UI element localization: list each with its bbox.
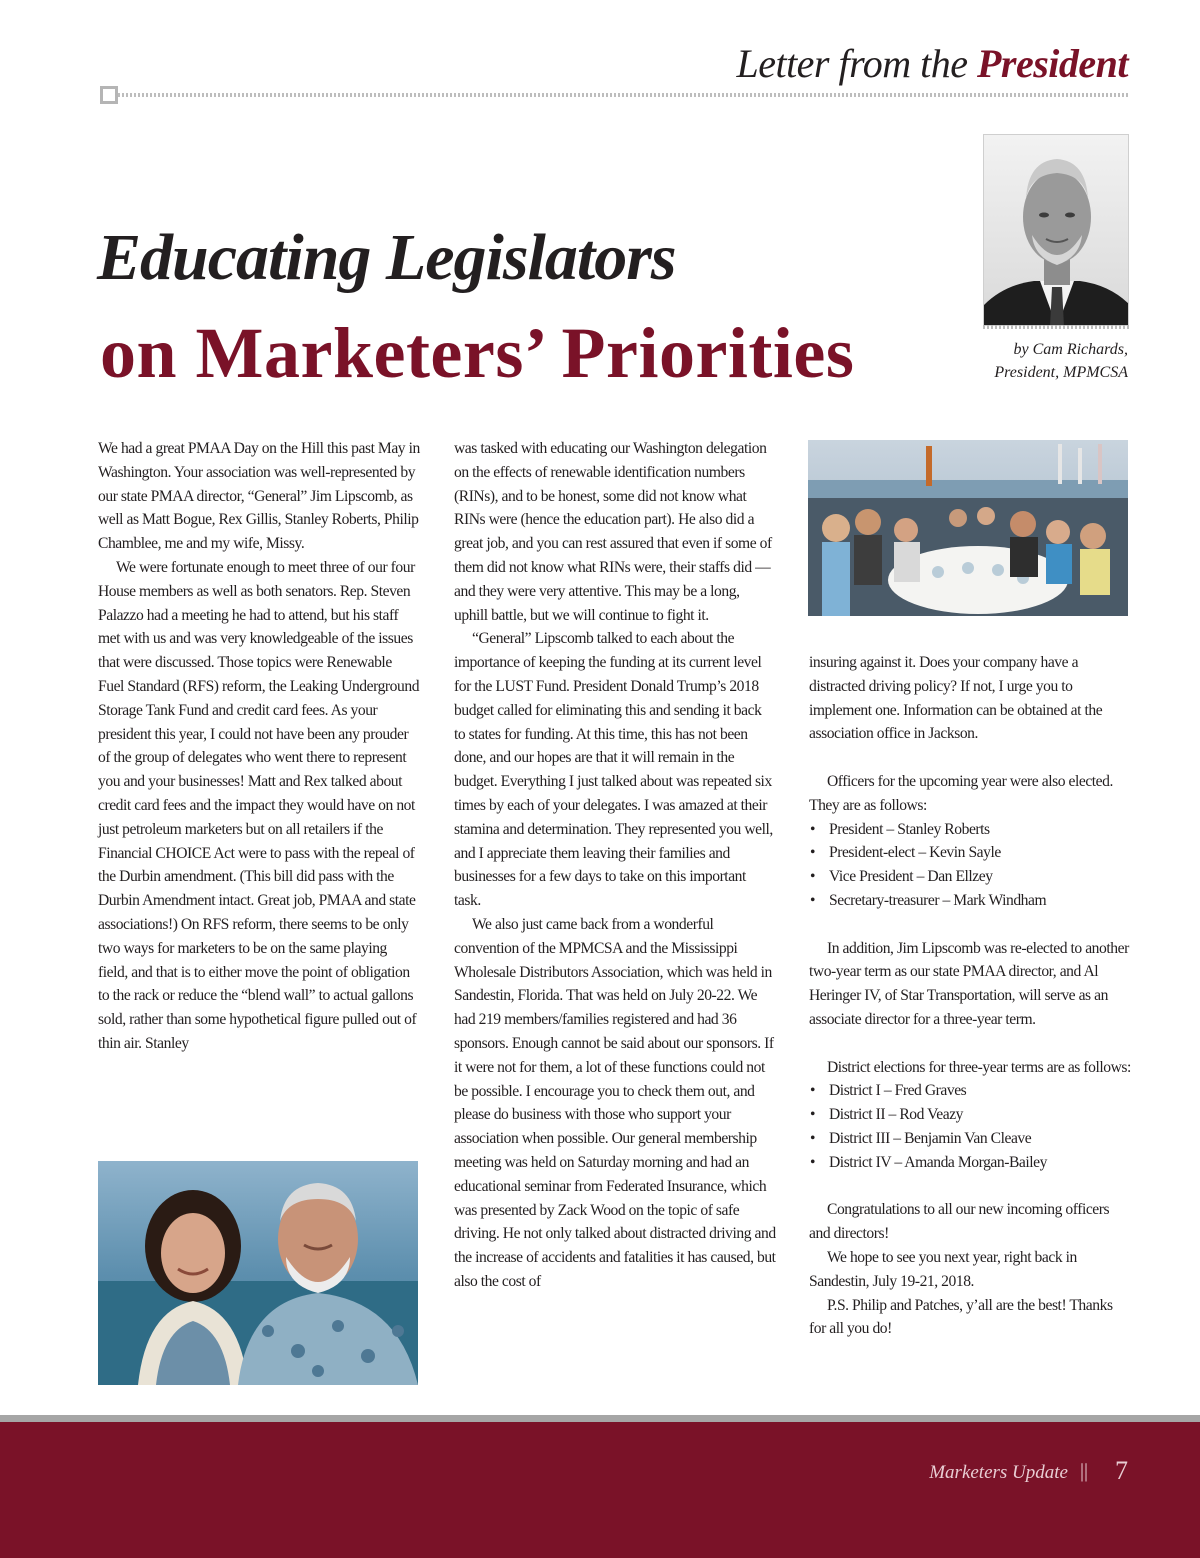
byline-name: by Cam Richards,: [1013, 341, 1128, 358]
article-title-line2: on Marketers’ Priorities: [100, 313, 855, 393]
article-column-1: [98, 437, 420, 1056]
portrait-dotted-rule: [983, 325, 1129, 329]
list-item: • Vice President – Dan Ellzey: [809, 865, 1131, 889]
list-item: • Secretary-treasurer – Mark Windham: [809, 889, 1131, 913]
body-paragraph: P.S. Philip and Patches, y’all are the best! Thanks for all you do!: [809, 1296, 1113, 1338]
paragraph-spacer: [809, 1032, 1131, 1056]
list-item: • District III – Benjamin Van Cleave: [809, 1127, 1131, 1151]
article-column-2: [454, 437, 776, 1294]
author-portrait-photo: [983, 134, 1129, 326]
body-paragraph: We also just came back from a wonderful convention of the MPMCSA and the Mississippi Wholesale Distributors Association, which was held in Sandestin, Florida. That was held on July 20-22. We had 219 members/families registered and had 36 sponsors. Enough cannot be said about our sponsors. If it were not for them, a lot of these functions could not be possible. I encourage you to check them out, and please do business with those who support your association when possible. Our general membership meeting was held on Saturday morning and had an educational seminar from Federated Insurance, which was presented by Zack Wood on the topic of safe driving. He not only talked about distracted driving and the increase of accidents and fatalities it has caused, but also the cost of: [454, 915, 776, 1290]
header-rule-box: [100, 86, 118, 104]
body-paragraph: insuring against it. Does your company have a distracted driving policy? If not, I urge you to implement one. Information can be obtained at the association office in Jackson.: [809, 654, 1103, 743]
paragraph-spacer: [809, 746, 1131, 770]
list-item: • District I – Fred Graves: [809, 1079, 1131, 1103]
list-item: • District IV – Amanda Morgan-Bailey: [809, 1151, 1131, 1175]
author-byline: [994, 338, 1128, 384]
body-paragraph: Congratulations to all our new incoming officers and directors!: [809, 1201, 1110, 1243]
footer-publication-title: Marketers Update: [929, 1462, 1068, 1483]
header-rule-line: [118, 93, 1128, 97]
section-header: [736, 40, 1128, 87]
page-number: 7: [1115, 1456, 1128, 1485]
list-item: • District II – Rod Veazy: [809, 1103, 1131, 1127]
footer-separator: ||: [1079, 1460, 1088, 1482]
paragraph-spacer: [809, 1175, 1131, 1199]
section-header-prefix: Letter from the: [736, 41, 968, 86]
article-title-line1: Educating Legislators: [97, 221, 676, 294]
officers-list: [809, 818, 1131, 913]
body-paragraph: District elections for three-year terms are as follows:: [827, 1058, 1131, 1076]
body-paragraph: “General” Lipscomb talked to each about the importance of keeping the funding at its current level for the LUST Fund. President Donald Trump’s 2018 budget called for eliminating this and sending it back to states for funding. At this time, this has not been done, and our hopes are that it will remain in the budget. Everything I just talked about was repeated six times by each of your delegates. I was amazed at their stamina and determination. They represented you well, and I appreciate them leaving their families and businesses for a few days to take on this important task.: [454, 630, 773, 910]
body-paragraph: We had a great PMAA Day on the Hill this past May in Washington. Your association was well-represented by our state PMAA director, “General” Jim Lipscomb, as well as Matt Bogue, Rex Gillis, Stanley Roberts, Philip Chamblee, me and my wife, Missy.: [98, 440, 420, 553]
body-paragraph: We hope to see you next year, right back in Sandestin, July 19-21, 2018.: [809, 1248, 1077, 1290]
convention-dinner-photo: [808, 440, 1128, 616]
section-header-accent: President: [976, 41, 1128, 86]
body-paragraph: In addition, Jim Lipscomb was re-elected to another two-year term as our state PMAA director, and Al Heringer IV, of Star Transportation, will serve as an associate director for a three-year term.: [809, 939, 1129, 1028]
body-paragraph: Officers for the upcoming year were also elected. They are as follows:: [809, 772, 1113, 814]
list-item: • President – Stanley Roberts: [809, 818, 1131, 842]
body-paragraph: We were fortunate enough to meet three of our four House members as well as both senators. Rep. Steven Palazzo had a meeting he had to attend, but his staff met with us and was very knowledgeable of the issues that were discussed. Those topics were Renewable Fuel Standard (RFS) reform, the Leaking Underground Storage Tank Fund and credit card fees. As your president this year, I could not have been any prouder of the group of delegates who went there to represent you and your businesses! Matt and Rex talked about credit card fees and the impact they would have on not just petroleum marketers but on all retailers if the Financial CHOICE Act were to pass with the repeal of the Durbin amendment. (This bill did pass with the Durbin Amendment intact. Great job, PMAA and state associations!) On RFS reform, there seems to be only two ways for marketers to be on the same playing field, and that is to either move the point of obligation to the rack or reduce the “blend wall” to actual gallons sold, rather than some hypothetical figure pulled out of thin air. Stanley: [98, 558, 420, 1052]
article-column-3: [809, 651, 1131, 1341]
byline-title: President, MPMCSA: [994, 364, 1128, 381]
body-paragraph: was tasked with educating our Washington delegation on the effects of renewable identification numbers (RINs), and to be honest, some did not know what RINs were (hence the education part). He also did a great job, and you can rest assured that even if some of them did not know what RINs were, their staffs did — and they were very attentive. This may be a long, uphill battle, but we will continue to fight it.: [454, 440, 772, 624]
footer-band: [0, 1415, 1200, 1558]
list-item: • President-elect – Kevin Sayle: [809, 841, 1131, 865]
paragraph-spacer: [809, 913, 1131, 937]
couple-beach-photo: [98, 1161, 418, 1385]
districts-list: [809, 1079, 1131, 1174]
